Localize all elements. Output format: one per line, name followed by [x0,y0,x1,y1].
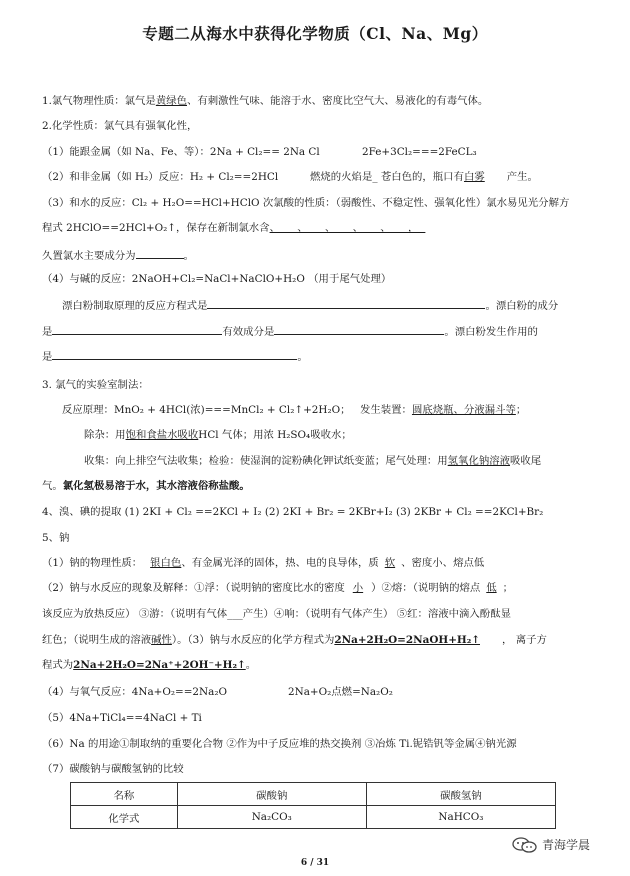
s5-line-8: （6）Na 的用途①制取纳的重要化合物 ②作为中子反应堆的热交换剂 ③冶炼 Ti.铌锆钒等金属④钠光源 [42,738,517,750]
text: 。 [297,351,308,363]
answer-underlined: 饱和食盐水吸收 [125,429,199,441]
page-title: 专题二从海水中获得化学物质（Cl、Na、Mg） [142,24,488,43]
s5-heading: 5、钠 [42,532,70,544]
s5-line-3: 该反应为放热反应） ③游：（说明有气体___产生）④响：（说明有气体产生） ⑤红：溶液中滴入酚酞显 [42,608,511,620]
text: ； [502,582,514,594]
text: 。漂白粉发生作用的 [444,326,538,338]
text: （2）钠与水反应的现象及解释：①浮：（说明钠的密度比水的密度 [42,582,345,594]
equation: 2Fe+3Cl₂===2FeCL₃ [362,146,477,158]
text: 、有刺激性气味、能溶于水、密度比空气大、易液化的有毒气体。 [187,95,489,107]
text: 吸收尾 [510,455,542,467]
answer-underlined: 银白色 [150,557,182,569]
s3-line-4 [42,479,250,493]
s5-line-4 [42,633,547,647]
blank-line [136,247,184,259]
text: 红色；（说明生成的溶液 [42,634,152,646]
answer-underlined: 圆底烧瓶、分液漏斗等 [411,404,516,416]
page-number: 6 / 31 [300,858,330,868]
s5-line-7: （5）4Na+TiCl₄==4NaCl + Ti [42,712,202,724]
blank-line [52,348,297,360]
bold-text: 氯化氢极易溶于水，其水溶液俗称盐酸。 [62,480,250,492]
blank-line [52,323,222,335]
text: 收集：向上排空气法收集；检验：使湿润的淀粉碘化钾试纸变蓝；尾气处理：用 [84,455,448,467]
equation: 反应原理：MnO₂ + 4HCl(浓)===MnCl₂ + Cl₂↑+2H₂O； [62,404,351,416]
text: 1.氯气物理性质：氯气是 [42,95,156,107]
text: 气。 [42,480,63,492]
text: 发生装置： [360,404,412,416]
table-cell: Na₂CO₃ [177,806,366,829]
blank-fill: 、 、 、 、 、 ， [269,222,426,234]
text: 有效成分是 [222,326,275,338]
text: 是 [42,351,53,363]
answer-underlined: 白雾 [463,171,485,183]
s5-line-5 [42,658,256,672]
table-cell: 化学式 [71,806,178,829]
s2-line-1 [42,145,477,159]
table-cell: NaHCO₃ [366,806,555,829]
text: 漂白粉制取原理的反应方程式是 [62,300,208,312]
text: ； [515,404,527,416]
watermark-text: 青海学晨 [542,838,591,852]
text: 是 [42,326,53,338]
answer-underlined: 软 [384,557,396,569]
text: 。 [245,659,257,671]
text: 。 [183,250,194,262]
text: 程式为 [42,659,74,671]
s3-line-1 [62,403,527,417]
comparison-table [70,782,556,829]
s5-line-6 [42,685,393,699]
s2-line-6: （4）与碱的反应：2NaOH+Cl₂=NaCl+NaClO+H₂O （用于尾气处理） [42,273,392,285]
blank-line [207,297,485,309]
text: 。漂白粉的成分 [485,300,559,312]
text: 燃烧的火焰是_ 苍白色的，瓶口有 [310,171,464,183]
text: ， 离子方 [502,634,547,646]
table-header-cell: 名称 [71,783,178,806]
text: 除杂：用 [84,429,126,441]
s2-heading: 2.化学性质：氯气具有强氧化性， [42,120,198,132]
s2-line-3: （3）和水的反应：Cl₂ + H₂O==HCl+HClO 次氯酸的性质：（弱酸性、不稳定性、强氧化性）氯水易见光分解方 [42,197,570,209]
table-header-row [71,783,556,806]
s1-line [42,94,488,108]
answer-underlined: 氢氧化钠溶液 [447,455,511,467]
s2-line-4 [42,221,425,235]
equation: （2）和非金属（如 H₂）反应：H₂ + Cl₂==2HCl [42,171,279,183]
s5-line-2 [42,581,513,595]
s3-line-3 [84,454,541,468]
s2-line-7 [62,297,558,313]
text: 程式 2HClO==2HCl+O₂↑，保存在新制氯水含 [42,222,270,234]
s4-line: 4、溴、碘的提取 (1) 2KI + Cl₂ ==2KCl + I₂ (2) 2KI + Br₂ = 2KBr+I₂ (3) 2KBr + Cl₂ ==2KCl+Br₂ [42,506,544,518]
table-header-cell: 碳酸氢钠 [366,783,555,806]
text: ）②熔：（说明钠的熔点 [371,582,481,594]
s2-line-2 [42,170,538,184]
text: 产生。 [506,171,538,183]
text: 久置氯水主要成分为 [42,250,136,262]
equation: 2Na+O₂点燃=Na₂O₂ [288,686,393,698]
s5-line-1 [42,556,484,570]
text: HCl 气体；用浓 H₂SO₄吸收水； [198,429,352,441]
text: （1）钠的物理性质： [42,557,143,569]
text: 、有金属光泽的固体，热、电的良导体，质 [181,557,379,569]
table-header-cell: 碳酸钠 [177,783,366,806]
s3-heading: 3. 氯气的实验室制法： [42,379,149,391]
wechat-icon [512,837,538,853]
s2-line-9 [42,348,308,364]
table-row [71,806,556,829]
watermark [512,836,590,853]
answer-underlined: 低 [486,582,497,594]
answer-underlined: 碱性 [151,634,172,646]
s5-line-9: （7）碳酸钠与碳酸氢钠的比较 [42,763,184,775]
equation: （1）能跟金属（如 Na、Fe、等）：2Na + Cl₂== 2Na Cl [42,146,320,158]
answer-underlined: 小 [352,582,364,594]
answer-underlined: 2Na+2H₂O=2NaOH+H₂↑ [334,634,480,646]
equation: （4）与氧气反应：4Na+O₂==2Na₂O [42,686,228,698]
answer-underlined: 黄绿色 [155,95,187,107]
s3-line-2 [84,428,352,442]
text: 、密度小、熔点低 [401,557,485,569]
s2-line-8 [42,323,538,339]
s2-line-5 [42,247,194,263]
text: ）。（3）钠与水反应的化学方程式为 [171,634,335,646]
blank-line [274,323,444,335]
answer-underlined: 2Na+2H₂O=2Na⁺+2OH⁻+H₂↑ [73,659,246,671]
